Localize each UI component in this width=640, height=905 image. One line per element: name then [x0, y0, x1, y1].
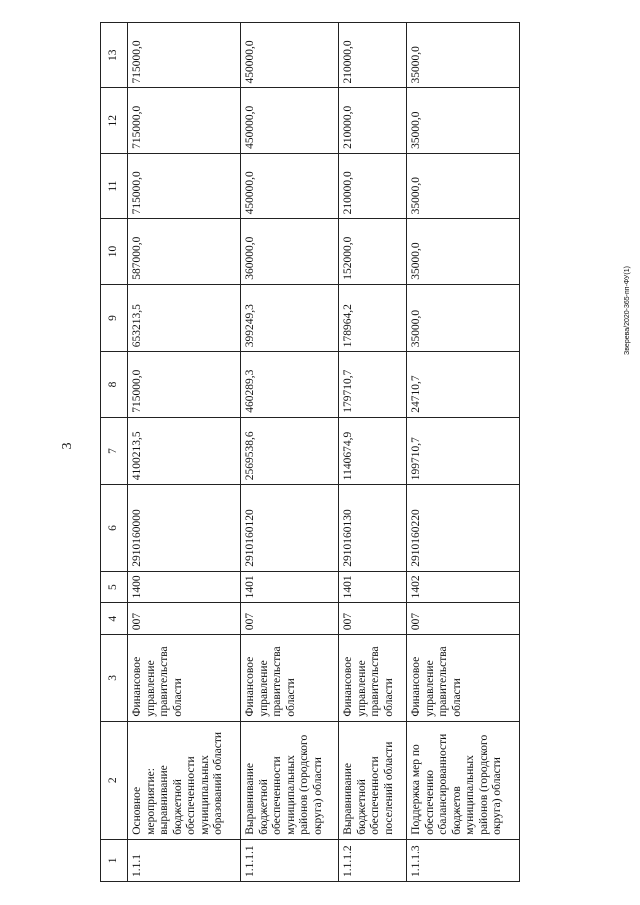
budget-table [100, 22, 520, 882]
item-name-cell: Выравнивание бюджетной обеспеченности муниципальных районов (городского округа) области [241, 721, 339, 839]
value-cell: 715000,0 [128, 23, 241, 88]
value-cell: 715000,0 [128, 153, 241, 218]
item-name-cell: Выравнивание бюджетной обеспеченности поселений области [339, 721, 407, 839]
section-cell: 1402 [406, 571, 519, 603]
page-number: 3 [60, 442, 75, 450]
item-name-cell: Поддержка мер по обеспечению сбалансированности бюджетов муниципальных районов (городского округа) области [406, 721, 519, 839]
header-cell: 5 [101, 571, 128, 603]
executor-cell: Финансовое управление правительства области [241, 635, 339, 722]
header-cell: 12 [101, 88, 128, 153]
header-cell: 1 [101, 839, 128, 881]
value-cell: 715000,0 [128, 352, 241, 417]
table-row [339, 23, 407, 882]
grbs-cell: 007 [128, 603, 241, 635]
header-cell: 6 [101, 485, 128, 572]
value-cell: 35000,0 [406, 23, 519, 88]
value-cell: 715000,0 [128, 88, 241, 153]
target-article-cell: 2910160000 [128, 485, 241, 572]
value-cell: 360000,0 [241, 219, 339, 284]
header-row [101, 23, 128, 882]
header-cell: 13 [101, 23, 128, 88]
value-cell: 4100213,5 [128, 417, 241, 485]
header-cell: 11 [101, 153, 128, 218]
grbs-cell: 007 [241, 603, 339, 635]
header-cell: 3 [101, 635, 128, 722]
item-code-cell: 1.1.1.2 [339, 839, 407, 881]
value-cell: 35000,0 [406, 219, 519, 284]
value-cell: 152000,0 [339, 219, 407, 284]
header-cell: 10 [101, 219, 128, 284]
value-cell: 653213,5 [128, 284, 241, 352]
value-cell: 24710,7 [406, 352, 519, 417]
value-cell: 399249,3 [241, 284, 339, 352]
header-cell: 7 [101, 417, 128, 485]
value-cell: 199710,7 [406, 417, 519, 485]
value-cell: 210000,0 [339, 88, 407, 153]
value-cell: 35000,0 [406, 153, 519, 218]
header-cell: 9 [101, 284, 128, 352]
item-code-cell: 1.1.1.3 [406, 839, 519, 881]
value-cell: 1140674,9 [339, 417, 407, 485]
value-cell: 179710,7 [339, 352, 407, 417]
item-name-cell: Основное мероприятие: выравнивание бюджетной обеспеченности муниципальных образований области [128, 721, 241, 839]
target-article-cell: 2910160120 [241, 485, 339, 572]
item-code-cell: 1.1.1.1 [241, 839, 339, 881]
grbs-cell: 007 [406, 603, 519, 635]
executor-cell: Финансовое управление правительства области [406, 635, 519, 722]
value-cell: 450000,0 [241, 153, 339, 218]
value-cell: 35000,0 [406, 88, 519, 153]
executor-cell: Финансовое управление правительства области [128, 635, 241, 722]
header-cell: 4 [101, 603, 128, 635]
value-cell: 210000,0 [339, 23, 407, 88]
value-cell: 35000,0 [406, 284, 519, 352]
header-cell: 8 [101, 352, 128, 417]
item-code-cell: 1.1.1 [128, 839, 241, 881]
value-cell: 460289,3 [241, 352, 339, 417]
target-article-cell: 2910160220 [406, 485, 519, 572]
value-cell: 450000,0 [241, 23, 339, 88]
value-cell: 210000,0 [339, 153, 407, 218]
value-cell: 178964,2 [339, 284, 407, 352]
executor-cell: Финансовое управление правительства области [339, 635, 407, 722]
document-code: Зверева/2020-365-пп-ФУ(1) [623, 265, 631, 355]
grbs-cell: 007 [339, 603, 407, 635]
section-cell: 1401 [241, 571, 339, 603]
value-cell: 587000,0 [128, 219, 241, 284]
value-cell: 2569538,6 [241, 417, 339, 485]
budget-table-region [100, 22, 520, 882]
header-cell: 2 [101, 721, 128, 839]
table-row [406, 23, 519, 882]
target-article-cell: 2910160130 [339, 485, 407, 572]
table-row [128, 23, 241, 882]
table-row [241, 23, 339, 882]
section-cell: 1401 [339, 571, 407, 603]
section-cell: 1400 [128, 571, 241, 603]
value-cell: 450000,0 [241, 88, 339, 153]
